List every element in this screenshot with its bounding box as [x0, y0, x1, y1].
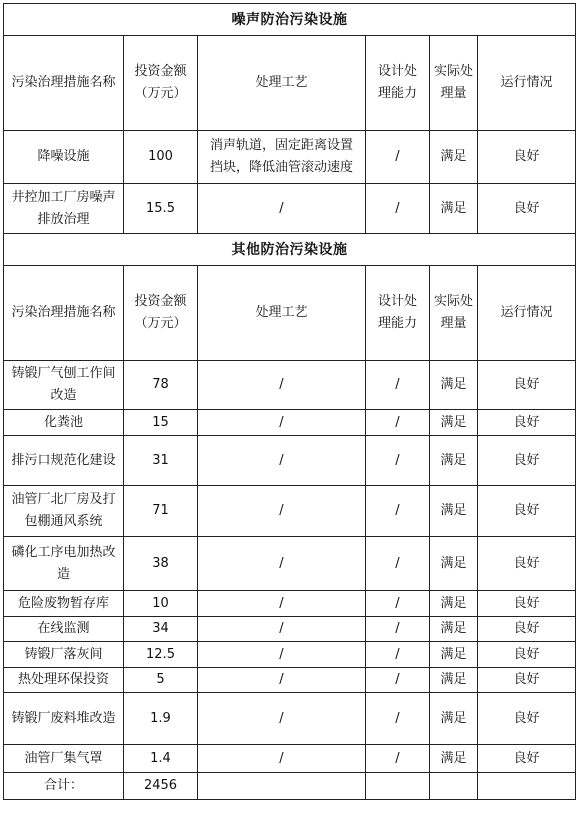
cell-operation-status: 良好: [478, 361, 576, 410]
cell-investment: 78: [124, 361, 198, 410]
total-empty-cell: [430, 773, 478, 800]
table-row: [4, 668, 576, 693]
cell-design-capacity: /: [366, 668, 430, 693]
cell-design-capacity: /: [366, 642, 430, 668]
cell-design-capacity: /: [366, 131, 430, 184]
cell-actual-volume: 满足: [430, 642, 478, 668]
section-title-row: [4, 4, 576, 36]
total-value: 2456: [124, 773, 198, 800]
cell-measure-name: 热处理环保投资: [4, 668, 124, 693]
cell-actual-volume: 满足: [430, 745, 478, 773]
header-process: 处理工艺: [198, 36, 366, 131]
total-row: [4, 773, 576, 800]
cell-actual-volume: 满足: [430, 668, 478, 693]
table-row: [4, 591, 576, 617]
cell-measure-name: 降噪设施: [4, 131, 124, 184]
cell-measure-name: 危险废物暂存库: [4, 591, 124, 617]
cell-actual-volume: 满足: [430, 361, 478, 410]
cell-actual-volume: 满足: [430, 693, 478, 745]
total-label: 合计：: [4, 773, 124, 800]
section-title: 其他防治污染设施: [4, 234, 576, 266]
cell-measure-name: 油管厂集气罩: [4, 745, 124, 773]
cell-operation-status: 良好: [478, 668, 576, 693]
cell-process: /: [198, 617, 366, 642]
header-actual-volume: 实际处理量: [430, 266, 478, 361]
cell-operation-status: 良好: [478, 642, 576, 668]
cell-design-capacity: /: [366, 693, 430, 745]
cell-process: /: [198, 537, 366, 591]
cell-measure-name: 化粪池: [4, 410, 124, 436]
cell-actual-volume: 满足: [430, 537, 478, 591]
cell-design-capacity: /: [366, 537, 430, 591]
cell-operation-status: 良好: [478, 486, 576, 537]
table-row: [4, 745, 576, 773]
cell-investment: 100: [124, 131, 198, 184]
cell-measure-name: 磷化工序电加热改造: [4, 537, 124, 591]
investment-table-container: [3, 3, 576, 800]
header-row: [4, 266, 576, 361]
cell-investment: 1.9: [124, 693, 198, 745]
header-design-capacity: 设计处理能力: [366, 36, 430, 131]
cell-investment: 38: [124, 537, 198, 591]
cell-measure-name: 在线监测: [4, 617, 124, 642]
table-row: [4, 184, 576, 234]
table-row: [4, 537, 576, 591]
cell-actual-volume: 满足: [430, 131, 478, 184]
table-row: [4, 693, 576, 745]
cell-actual-volume: 满足: [430, 184, 478, 234]
total-empty-cell: [478, 773, 576, 800]
section-title-row: [4, 234, 576, 266]
cell-process: /: [198, 745, 366, 773]
cell-operation-status: 良好: [478, 131, 576, 184]
cell-measure-name: 井控加工厂房噪声排放治理: [4, 184, 124, 234]
cell-process: /: [198, 591, 366, 617]
table-row: [4, 436, 576, 486]
cell-measure-name: 排污口规范化建设: [4, 436, 124, 486]
table-row: [4, 131, 576, 184]
cell-operation-status: 良好: [478, 537, 576, 591]
table-row: [4, 642, 576, 668]
header-operation-status: 运行情况: [478, 266, 576, 361]
cell-design-capacity: /: [366, 410, 430, 436]
table-row: [4, 617, 576, 642]
cell-measure-name: 铸锻厂落灰间: [4, 642, 124, 668]
pollution-control-table: [3, 3, 576, 800]
header-investment: 投资金额（万元）: [124, 36, 198, 131]
header-actual-volume: 实际处理量: [430, 36, 478, 131]
cell-investment: 12.5: [124, 642, 198, 668]
cell-measure-name: 油管厂北厂房及打包棚通风系统: [4, 486, 124, 537]
cell-operation-status: 良好: [478, 617, 576, 642]
header-measure-name: 污染治理措施名称: [4, 36, 124, 131]
cell-design-capacity: /: [366, 436, 430, 486]
cell-actual-volume: 满足: [430, 591, 478, 617]
cell-operation-status: 良好: [478, 184, 576, 234]
cell-investment: 71: [124, 486, 198, 537]
cell-operation-status: 良好: [478, 436, 576, 486]
cell-design-capacity: /: [366, 184, 430, 234]
header-row: [4, 36, 576, 131]
cell-measure-name: 铸锻厂废料堆改造: [4, 693, 124, 745]
cell-process: /: [198, 436, 366, 486]
cell-operation-status: 良好: [478, 591, 576, 617]
cell-investment: 15.5: [124, 184, 198, 234]
cell-process: /: [198, 668, 366, 693]
cell-operation-status: 良好: [478, 410, 576, 436]
header-measure-name: 污染治理措施名称: [4, 266, 124, 361]
cell-process: /: [198, 486, 366, 537]
cell-process: /: [198, 361, 366, 410]
header-operation-status: 运行情况: [478, 36, 576, 131]
cell-process: /: [198, 642, 366, 668]
cell-measure-name: 铸锻厂气刨工作间改造: [4, 361, 124, 410]
cell-operation-status: 良好: [478, 693, 576, 745]
cell-design-capacity: /: [366, 617, 430, 642]
section-title: 噪声防治污染设施: [4, 4, 576, 36]
cell-process: 消声轨道，固定距离设置挡块，降低油管滚动速度: [198, 131, 366, 184]
cell-actual-volume: 满足: [430, 436, 478, 486]
cell-actual-volume: 满足: [430, 617, 478, 642]
cell-design-capacity: /: [366, 745, 430, 773]
cell-investment: 15: [124, 410, 198, 436]
table-row: [4, 361, 576, 410]
cell-investment: 34: [124, 617, 198, 642]
cell-investment: 31: [124, 436, 198, 486]
cell-actual-volume: 满足: [430, 410, 478, 436]
cell-design-capacity: /: [366, 361, 430, 410]
cell-investment: 5: [124, 668, 198, 693]
cell-investment: 10: [124, 591, 198, 617]
cell-process: /: [198, 410, 366, 436]
total-empty-cell: [366, 773, 430, 800]
header-investment: 投资金额（万元）: [124, 266, 198, 361]
table-row: [4, 410, 576, 436]
cell-actual-volume: 满足: [430, 486, 478, 537]
cell-design-capacity: /: [366, 486, 430, 537]
total-empty-cell: [198, 773, 366, 800]
cell-investment: 1.4: [124, 745, 198, 773]
header-design-capacity: 设计处理能力: [366, 266, 430, 361]
cell-operation-status: 良好: [478, 745, 576, 773]
cell-process: /: [198, 693, 366, 745]
header-process: 处理工艺: [198, 266, 366, 361]
cell-process: /: [198, 184, 366, 234]
table-row: [4, 486, 576, 537]
cell-design-capacity: /: [366, 591, 430, 617]
